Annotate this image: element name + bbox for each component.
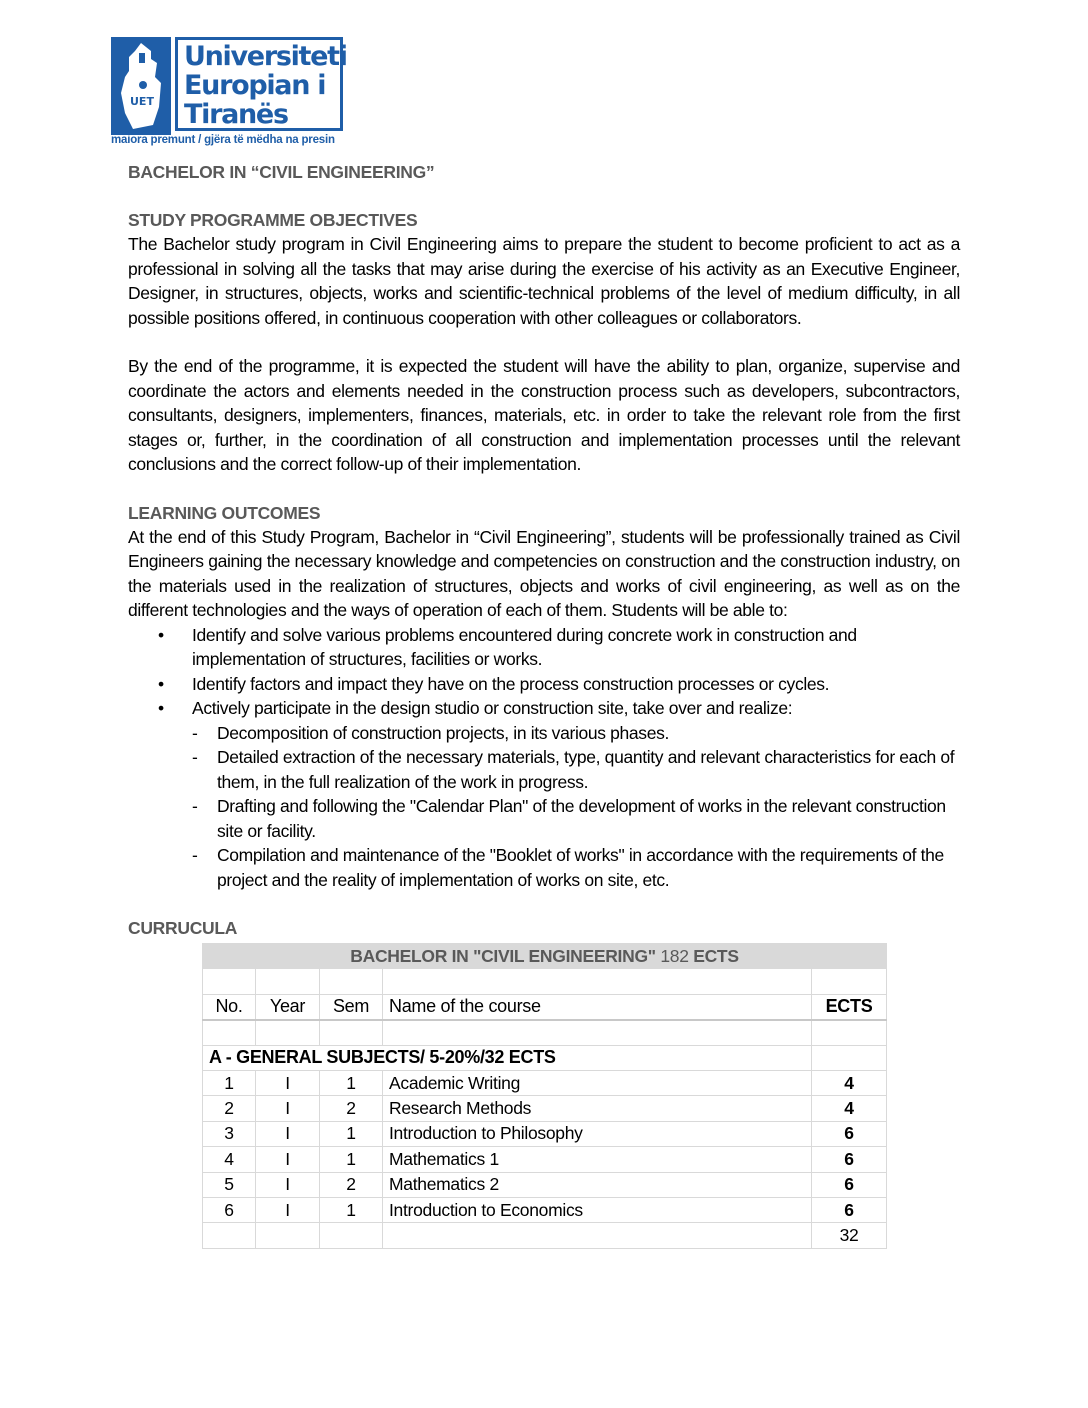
list-item: - Compilation and maintenance of the "Booklet of works" in accordance with the requirements of the project and the reality of implementation of works on site, etc. xyxy=(192,845,944,890)
column-header-ects: ECTS xyxy=(812,994,887,1019)
curriculum-table xyxy=(202,943,887,1249)
list-item: - Detailed extraction of the necessary materials, type, quantity and relevant characteristics for each of them, in the full realization of the work in progress. xyxy=(192,747,955,792)
total-row xyxy=(203,1223,887,1248)
table-row: 4 I 1 Mathematics 1 6 xyxy=(203,1147,887,1172)
outcomes-heading: LEARNING OUTCOMES xyxy=(128,502,321,523)
column-header-no: No. xyxy=(203,994,256,1019)
list-item: • Identify and solve various problems encountered during concrete work in construction and implementation of structures, facilities or works. xyxy=(158,624,857,669)
outcomes-sub-list xyxy=(192,721,960,893)
logo-emblem-icon xyxy=(111,37,171,135)
table-row: 2 I 2 Research Methods 4 xyxy=(203,1096,887,1121)
logo-wordmark-box xyxy=(175,37,347,131)
list-item: - Decomposition of construction projects, in its various phases. xyxy=(192,721,960,746)
table-row: 5 I 2 Mathematics 2 6 xyxy=(203,1172,887,1197)
objectives-paragraph-2: By the end of the programme, it is expected the student will have the ability to plan, organize, supervise and coordinate the actors and elements needed in the construction process such as developers, subcontractors, consultants, designers, implementers, finances, materials, etc. in order to take the relevant role from the first stages or, further, in the coordination of all construction and implementation processes until the relevant conclusions and the correct follow-up of their implementation. xyxy=(128,356,960,474)
logo-line-3: Tiranës xyxy=(184,99,288,130)
dash-icon: - xyxy=(192,747,198,767)
table-title: BACHELOR IN "CIVIL ENGINEERING" 182 ECTS xyxy=(203,944,887,969)
table-row: 6 I 1 Introduction to Economics 6 xyxy=(203,1197,887,1222)
dash-icon: - xyxy=(192,845,198,865)
table-row: 1 I 1 Academic Writing 4 xyxy=(203,1070,887,1095)
list-item: • Actively participate in the design studio or construction site, take over and realize: - Decomposition of construction projects, in its various phases. - Detailed extraction of the necessary materials, type, quantity and relevant characteristics for each of them, in the full realization of the work in progress. - Drafting and following the "Calendar Plan" of the development of works in the relevant construction site or facility. - Compilation and maintenance of the "Booklet of works" in accordance with the requirements of the project and the reality of implementation of works on site, etc. xyxy=(128,696,960,892)
column-header-sem: Sem xyxy=(320,994,383,1019)
logo-line-2: Europian i xyxy=(184,70,326,101)
logo-motto: maiora premunt / gjëra të mëdha na presin xyxy=(111,134,335,146)
curricula-heading: CURRUCULA xyxy=(128,918,238,938)
outcomes-intro: At the end of this Study Program, Bachelor in “Civil Engineering”, students will be professionally trained as Civil Engineers gaining the necessary knowledge and competencies on construction and the construction industry, on the materials used in the realization of structures, objects and works of civil engineering, as well as on the different technologies and the ways of operation of each of them. Students will be able to: xyxy=(128,526,960,620)
objectives-paragraph-1: The Bachelor study program in Civil Engineering aims to prepare the student to become proficient to act as a professional in solving all the tasks that may arise during the exercise of his activity as an Executive Engineer, Designer, in structures, objects, works and scientific-technical problems of the level of medium difficulty, in all possible positions offered, in continuous cooperation with other colleagues or collaborators. xyxy=(128,234,960,328)
dash-icon: - xyxy=(192,796,198,816)
document-body xyxy=(128,160,960,940)
document-title: BACHELOR IN “CIVIL ENGINEERING” xyxy=(128,162,435,182)
column-header-year: Year xyxy=(256,994,320,1019)
bullet-icon: • xyxy=(158,698,164,718)
bullet-icon: • xyxy=(158,673,164,694)
bullet-icon: • xyxy=(158,624,164,645)
section-row xyxy=(203,1045,887,1070)
table-row: 3 I 1 Introduction to Philosophy 6 xyxy=(203,1121,887,1146)
column-header-course: Name of the course xyxy=(383,994,812,1019)
logo-wordmark xyxy=(184,42,347,129)
university-logo xyxy=(111,37,347,149)
total-ects: 32 xyxy=(812,1223,887,1248)
list-item: • Identify factors and impact they have on the process construction processes or cycles. xyxy=(128,672,960,697)
outcomes-bullet-list xyxy=(128,623,960,893)
dash-icon: - xyxy=(192,722,198,743)
table-header-row xyxy=(203,994,887,1019)
list-item: - Drafting and following the "Calendar Plan" of the development of works in the relevant construction site or facility. xyxy=(192,796,946,841)
table-row xyxy=(203,1020,887,1045)
section-label: A - GENERAL SUBJECTS/ 5-20%/32 ECTS xyxy=(203,1045,812,1070)
table-row xyxy=(203,969,887,994)
objectives-heading: STUDY PROGRAMME OBJECTIVES xyxy=(128,210,418,230)
logo-line-1: Universiteti xyxy=(184,41,347,72)
logo-emblem-text: UET xyxy=(130,95,154,108)
